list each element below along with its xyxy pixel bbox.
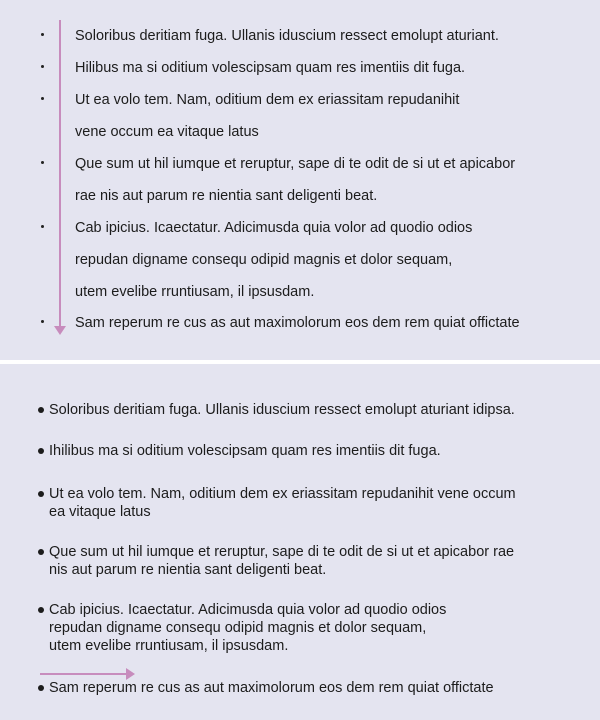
bottom-list-item: [38, 485, 516, 521]
bottom-list-item: [38, 401, 515, 419]
bottom-list-item: [38, 543, 514, 579]
list-item-line: utem evelibe rruntiusam, il ipsusdam.: [75, 284, 315, 300]
bullet-dot-icon: [38, 407, 44, 413]
bullet-dot-icon: [38, 685, 44, 691]
list-item-line: Ut ea volo tem. Nam, oditium dem ex eriassitam repudanihit: [75, 92, 460, 108]
list-item-line: Soloribus deritiam fuga. Ullanis iduscium ressect emolupt aturiant idipsa.: [49, 402, 515, 418]
top-list-item: [75, 20, 499, 52]
list-item-line: Soloribus deritiam fuga. Ullanis iduscium ressect emolupt aturiant.: [75, 28, 499, 44]
top-list-item: [75, 148, 515, 212]
bullet-dot-icon: [41, 97, 44, 100]
list-item-line: Que sum ut hil iumque et reruptur, sape di te odit de si ut et apicabor rae: [49, 544, 515, 560]
list-item-line: rae nis aut parum re nientia sant deligenti beat.: [75, 188, 378, 204]
bullet-dot-icon: [38, 607, 44, 613]
list-item-line: ea vitaque latus: [49, 504, 151, 520]
list-item-line: Sam reperum re cus as aut maximolorum eos dem rem quiat offictate: [75, 315, 520, 331]
bottom-list-item: [38, 679, 494, 697]
bullet-dot-icon: [38, 448, 44, 454]
list-item-line: utem evelibe rruntiusam, il ipsusdam.: [49, 638, 289, 654]
bullet-dot-icon: [41, 225, 44, 228]
list-item-line: nis aut parum re nientia sant deligenti beat.: [49, 562, 327, 578]
bottom-list-item: [38, 442, 441, 460]
list-item-line: repudan digname consequ odipid magnis et dolor sequam,: [75, 252, 453, 268]
list-item-line: vene occum ea vitaque latus: [75, 124, 259, 140]
arrow-down-icon: [54, 326, 66, 335]
top-list-item: [75, 307, 520, 339]
list-item-line: Cab ipicius. Icaectatur. Adicimusda quia volor ad quodio odios: [49, 602, 447, 618]
bullet-dot-icon: [38, 549, 44, 555]
list-item-line: Sam reperum re cus as aut maximolorum eos dem rem quiat offictate: [49, 680, 494, 696]
top-list-item: [75, 52, 465, 84]
bullet-dot-icon: [38, 491, 44, 497]
bullet-dot-icon: [41, 65, 44, 68]
bullet-dot-icon: [41, 320, 44, 323]
list-item-line: Hilibus ma si oditium volescipsam quam res imentiis dit fuga.: [75, 60, 466, 76]
top-list-item: [75, 84, 459, 148]
list-item-line: repudan digname consequ odipid magnis et dolor sequam,: [49, 620, 427, 636]
bullet-dot-icon: [41, 161, 44, 164]
horizontal-arrow-line: [40, 673, 126, 675]
top-list-item: [75, 212, 472, 308]
list-item-line: Que sum ut hil iumque et reruptur, sape di te odit de si ut et apicabor: [75, 156, 516, 172]
list-item-line: Ut ea volo tem. Nam, oditium dem ex eriassitam repudanihit vene occum: [49, 486, 516, 502]
bottom-list-item: [38, 601, 446, 655]
bullet-dot-icon: [41, 33, 44, 36]
vertical-arrow-line: [59, 20, 61, 328]
list-item-line: Cab ipicius. Icaectatur. Adicimusda quia volor ad quodio odios: [75, 220, 473, 236]
list-item-line: Ihilibus ma si oditium volescipsam quam res imentiis dit fuga.: [49, 443, 441, 459]
